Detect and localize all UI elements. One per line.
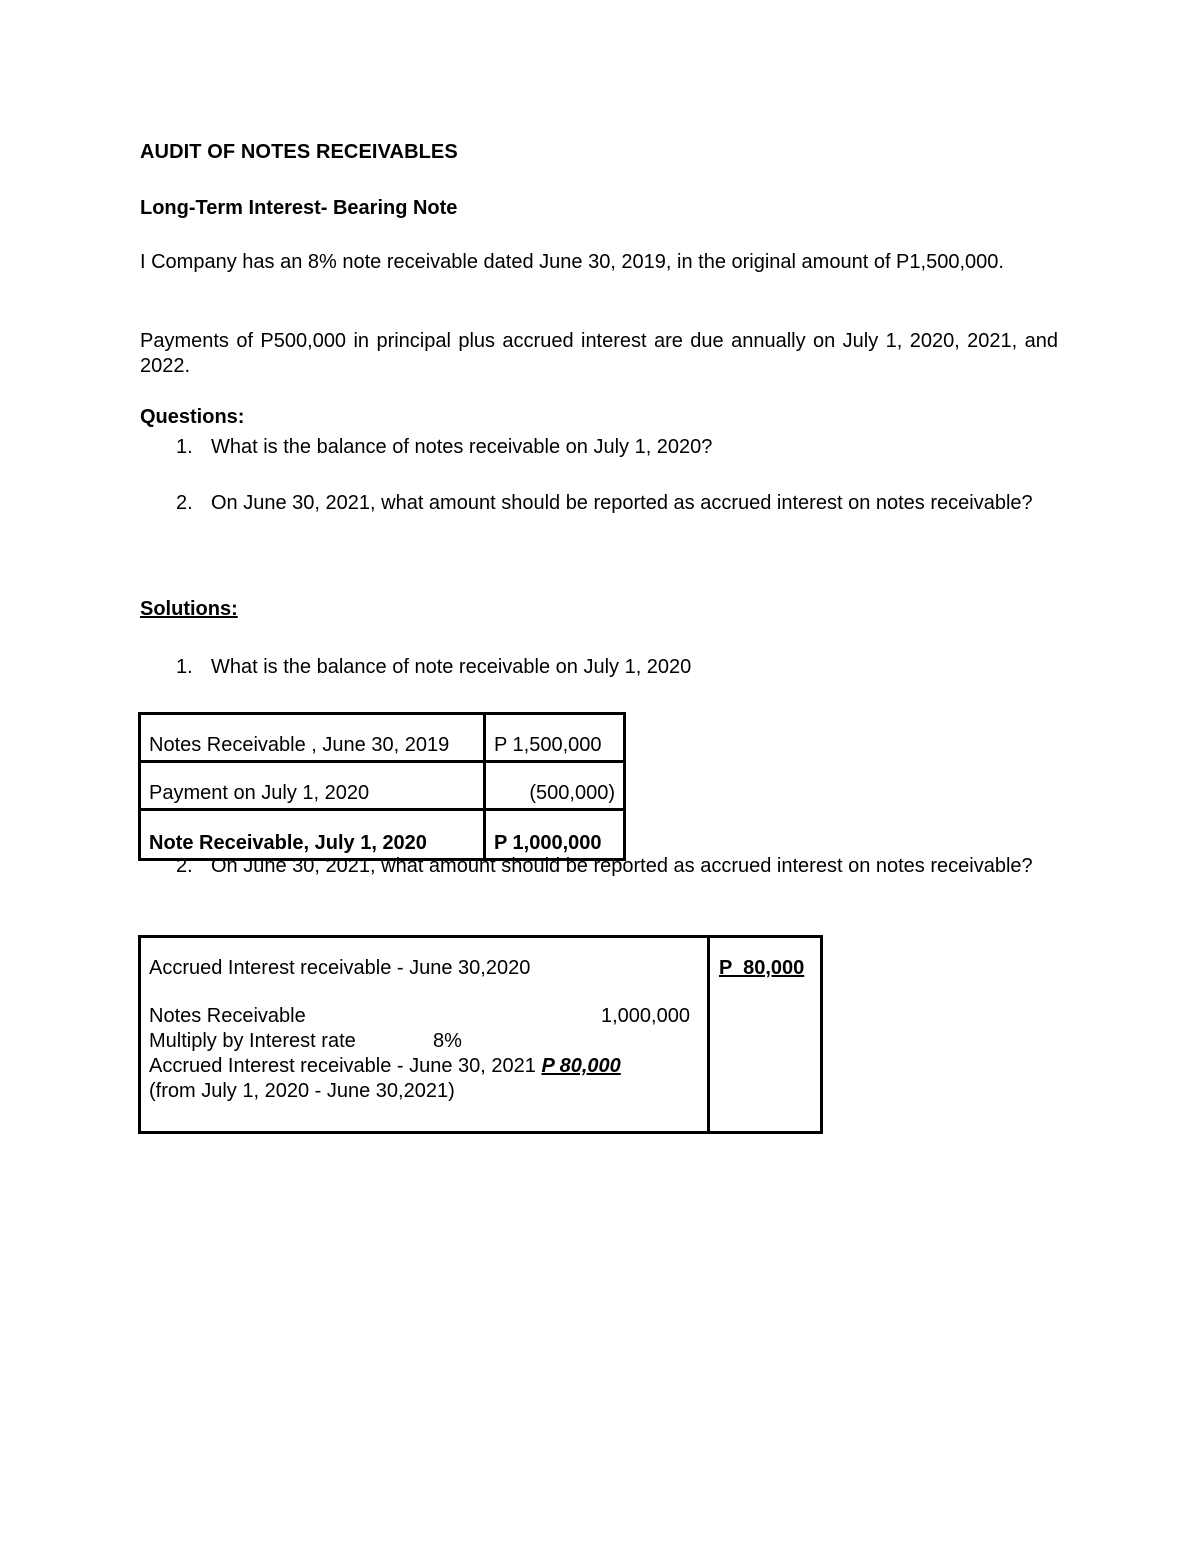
accrued-2020-amount: P 80,000 xyxy=(719,957,805,979)
interest-rate-value: 8% xyxy=(433,1030,462,1052)
list-number: 1. xyxy=(176,656,193,678)
paragraph-note-description: I Company has an 8% note receivable dated June 30, 2019, in the original amount of P1,500,000. xyxy=(140,251,1004,273)
solutions-heading: Solutions: xyxy=(140,598,238,620)
accrued-2021-label: Accrued Interest receivable - June 30, 2021 xyxy=(149,1055,536,1077)
table-cell-value: P 1,500,000 xyxy=(485,714,625,762)
list-number: 2. xyxy=(176,492,193,514)
question-text: What is the balance of notes receivable on July 1, 2020? xyxy=(211,436,713,458)
table-cell-value: (500,000) xyxy=(485,762,625,810)
period-note: (from July 1, 2020 - June 30,2021) xyxy=(149,1080,455,1102)
solution-text: What is the balance of note receivable on July 1, 2020 xyxy=(211,656,692,678)
solution-item xyxy=(176,655,1058,680)
accrued-2021-row xyxy=(149,1055,621,1078)
questions-heading: Questions: xyxy=(140,406,245,428)
notes-receivable-label: Notes Receivable xyxy=(149,1005,306,1027)
page-title: AUDIT OF NOTES RECEIVABLES xyxy=(140,141,458,163)
multiply-label: Multiply by Interest rate xyxy=(149,1030,356,1052)
accrued-2020-label: Accrued Interest receivable - June 30,2020 xyxy=(149,957,531,979)
table-row-total xyxy=(140,810,625,860)
list-number: 1. xyxy=(176,436,193,458)
solution-text: On June 30, 2021, what amount should be reported as accrued interest on notes receivable? xyxy=(211,855,1033,877)
table-row xyxy=(140,714,625,762)
table-cell-label: Notes Receivable , June 30, 2019 xyxy=(140,714,485,762)
paragraph-payments: Payments of P500,000 in principal plus accrued interest are due annually on July 1, 2020, 2021, and 2022. xyxy=(140,330,1058,377)
accrued-interest-table xyxy=(138,935,823,1134)
question-item xyxy=(176,435,1058,460)
notes-balance-table xyxy=(138,712,626,861)
question-item xyxy=(176,491,1058,516)
list-number: 2. xyxy=(176,855,193,877)
table-row xyxy=(140,762,625,810)
table-divider xyxy=(707,938,710,1131)
table-cell-label: Note Receivable, July 1, 2020 xyxy=(140,810,485,860)
question-text: On June 30, 2021, what amount should be reported as accrued interest on notes receivable? xyxy=(211,492,1033,514)
section-subtitle: Long-Term Interest- Bearing Note xyxy=(140,197,458,219)
table-cell-value: P 1,000,000 xyxy=(485,810,625,860)
table-cell-label: Payment on July 1, 2020 xyxy=(140,762,485,810)
accrued-2021-amount: P 80,000 xyxy=(541,1055,621,1077)
notes-receivable-value: 1,000,000 xyxy=(601,1005,690,1027)
